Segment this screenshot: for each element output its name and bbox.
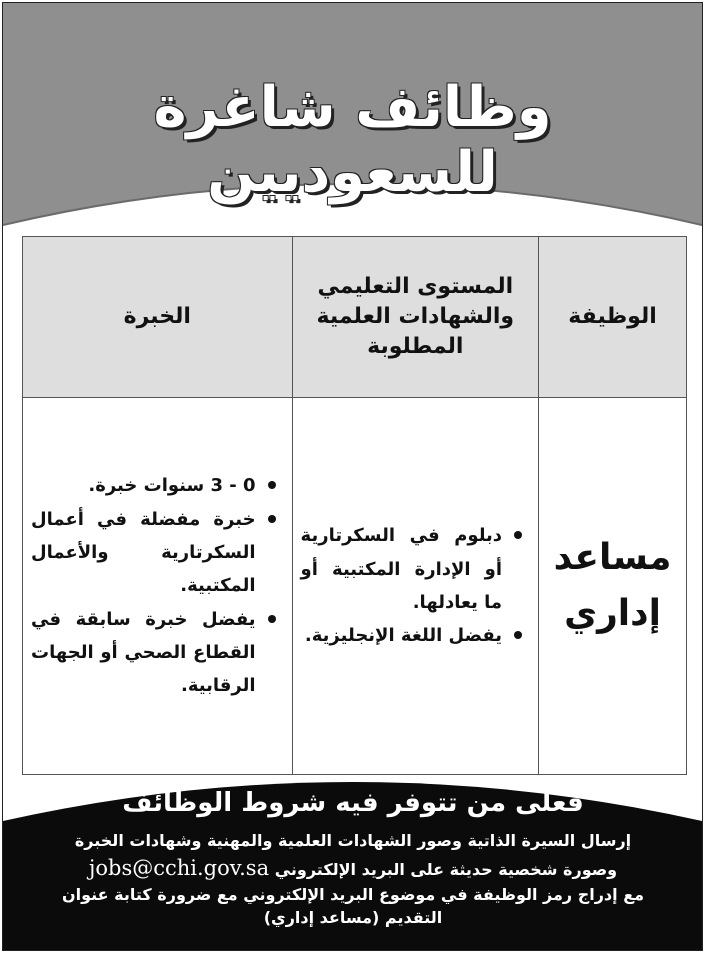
experience-item: خبرة مفضلة في أعمال السكرتارية والأعمال المكتبية. [31, 508, 256, 597]
page-title: وظائف شاغرة للسعوديين [153, 75, 552, 205]
call-to-action: فعلى من تتوفر فيه شروط الوظائف [122, 788, 584, 818]
bullet-icon [268, 615, 276, 623]
bullet-icon [268, 515, 276, 523]
education-item: يفضل اللغة الإنجليزية. [304, 625, 503, 647]
list-item [31, 603, 278, 703]
bullet-icon [268, 481, 276, 489]
header-job: الوظيفة [539, 237, 687, 398]
instructions-line-2-text: وصورة شخصية حديثة على البريد الإلكتروني [274, 859, 618, 879]
contact-email-link[interactable]: jobs@cchi.gov.sa [88, 855, 270, 880]
instructions-line-3: مع إدراج رمز الوظيفة في موضوع البريد الإلكتروني مع ضرورة كتابة عنوان [61, 885, 645, 905]
job-cell [539, 398, 687, 775]
experience-cell [23, 398, 293, 775]
job-title [539, 530, 686, 642]
footer-text [43, 785, 663, 929]
header-education: المستوى التعليمي والشهادات العلمية المطلوبة [292, 237, 539, 398]
header-experience: الخبرة [23, 237, 293, 398]
table-header-row [23, 237, 687, 398]
instructions-line-1: إرسال السيرة الذاتية وصور الشهادات العلمية والمهنية وشهادات الخبرة [74, 831, 632, 851]
list-item [301, 519, 525, 619]
experience-item: 0 - 3 سنوات خبرة. [88, 475, 256, 497]
list-item [31, 469, 278, 502]
job-title-line2: إداري [564, 593, 661, 634]
education-cell [292, 398, 539, 775]
experience-item: يفضل خبرة سابقة في القطاع الصحي أو الجهات الرقابية. [31, 608, 256, 697]
job-ad-frame [2, 2, 703, 951]
instructions-line-2 [43, 853, 663, 883]
job-title-line1: مساعد [553, 537, 672, 579]
job-table [22, 236, 687, 775]
list-item [301, 619, 525, 652]
bullet-icon [514, 631, 522, 639]
table-row [23, 398, 687, 775]
education-item: دبلوم في السكرتارية أو الإدارة المكتبية أو ما يعادلها. [300, 525, 503, 613]
experience-list [23, 469, 292, 702]
list-item [31, 503, 278, 603]
bullet-icon [514, 531, 522, 539]
education-list [293, 519, 539, 652]
instructions-line-4: التقديم (مساعد إداري) [263, 908, 443, 928]
